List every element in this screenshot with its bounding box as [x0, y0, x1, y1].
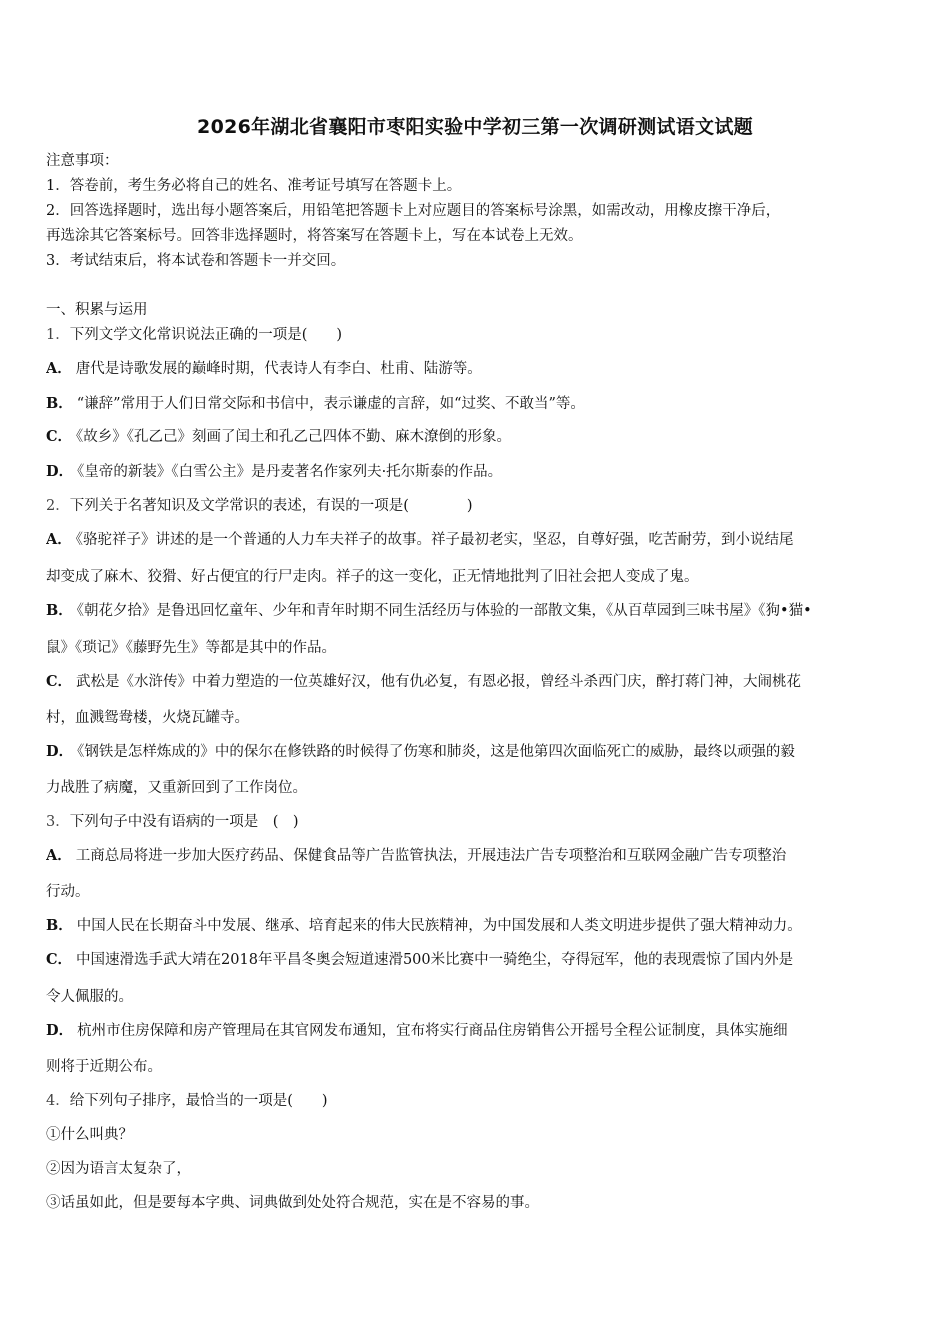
option-key: B．: [46, 917, 73, 934]
option-text: “谦辞”常用于人们日常交际和书信中，表示谦虚的言辞，如“过奖、不敢当”等。: [76, 396, 585, 412]
notice-item: 2．回答选择题时，选出每小题答案后，用铅笔把答题卡上对应题目的答案标号涂黑，如需改动，用橡皮擦干净后，: [46, 203, 781, 219]
option-key: C．: [46, 673, 73, 690]
q3-option-d: [46, 1020, 908, 1042]
q2-option-a-cont: 却变成了麻木、狡猾、好占便宜的行尸走肉。祥子的这一变化，正无情地批判了旧社会把人变成了鬼。: [46, 569, 699, 585]
option-key: B．: [46, 602, 73, 619]
q3-option-a: [46, 845, 908, 867]
q3-option-c-cont: 令人佩服的。: [46, 989, 133, 1005]
q1-option-b: [46, 393, 908, 415]
q2-option-b: [46, 600, 908, 622]
question-number: 3．: [46, 814, 70, 830]
option-text: 《朝花夕拾》是鲁迅回忆童年、少年和青年时期不同生活经历与体验的一部散文集，《从百草园到三味书屋》《狗•猫•: [76, 603, 812, 619]
option-text: 《皇帝的新装》《白雪公主》是丹麦著名作家列夫·托尔斯泰的作品。: [77, 464, 503, 480]
notice-item: 再选涂其它答案标号。回答非选择题时，将答案写在答题卡上，写在本试卷上无效。: [46, 228, 583, 244]
option-key: D．: [46, 463, 74, 480]
option-key: C．: [46, 951, 73, 968]
q2-option-d-cont: 力战胜了病魔，又重新回到了工作岗位。: [46, 780, 307, 796]
question-4-stem: [46, 1090, 908, 1112]
option-key: A．: [46, 360, 72, 377]
q2-option-d: [46, 741, 908, 763]
q4-sentence-1: ①什么叫典？: [46, 1127, 133, 1143]
question-3-stem: [46, 811, 908, 833]
section-heading: 一、积累与运用: [46, 302, 148, 318]
option-text: 中国速滑选手武大靖在2018年平昌冬奥会短道速滑500米比赛中一骑绝尘，夺得冠军，他的表现震惊了国内外是: [76, 952, 794, 968]
option-key: A．: [46, 847, 72, 864]
q3-option-a-cont: 行动。: [46, 884, 90, 900]
notice-heading: 注意事项：: [46, 153, 119, 169]
option-text: 工商总局将进一步加大医疗药品、保健食品等广告监管执法，开展违法广告专项整治和互联网金融广告专项整治: [75, 848, 787, 864]
question-number: 4．: [46, 1093, 70, 1109]
notice-item: 1．答卷前，考生务必将自己的姓名、准考证号填写在答题卡上。: [46, 178, 462, 194]
q3-option-c: [46, 949, 908, 971]
q2-option-c-cont: 村，血溅鸳鸯楼，火烧瓦罐寺。: [46, 710, 249, 726]
option-text: 中国人民在长期奋斗中发展、继承、培育起来的伟大民族精神，为中国发展和人类文明进步提供了强大精神动力。: [76, 918, 802, 934]
option-key: B．: [46, 395, 73, 412]
question-text: 下列句子中没有语病的一项是 ( ): [69, 814, 299, 830]
q2-option-c: [46, 671, 908, 693]
question-number: 2．: [46, 498, 70, 514]
option-key: D．: [46, 743, 74, 760]
notice-item: 3．考试结束后，将本试卷和答题卡一并交回。: [46, 253, 346, 269]
question-1-stem: [46, 324, 908, 346]
option-key: A．: [46, 531, 72, 548]
q4-sentence-3: ③话虽如此，但是要每本字典、词典做到处处符合规范，实在是不容易的事。: [46, 1195, 539, 1211]
q1-option-c: [46, 426, 908, 448]
option-key: D．: [46, 1022, 74, 1039]
question-2-stem: [46, 495, 908, 517]
q3-option-b: [46, 915, 908, 937]
option-text: 杭州市住房保障和房产管理局在其官网发布通知，宜布将实行商品住房销售公开摇号全程公证制度，具体实施细: [77, 1023, 788, 1039]
option-text: 唐代是诗歌发展的巅峰时期，代表诗人有李白、杜甫、陆游等。: [75, 361, 482, 377]
question-text: 给下列句子排序，最恰当的一项是( ): [69, 1093, 328, 1109]
page-title: 2026年湖北省襄阳市枣阳实验中学初三第一次调研测试语文试题: [197, 116, 753, 138]
q2-option-a: [46, 529, 908, 551]
q2-option-b-cont: 鼠》《琐记》《藤野先生》等都是其中的作品。: [46, 640, 336, 656]
q1-option-a: [46, 358, 908, 380]
q1-option-d: [46, 461, 908, 483]
option-text: 武松是《水浒传》中着力塑造的一位英雄好汉，他有仇必复，有恩必报，曾经斗杀西门庆，醉打蒋门神，大闹桃花: [76, 674, 802, 690]
question-text: 下列文学文化常识说法正确的一项是( ): [69, 327, 343, 343]
option-text: 《骆驼祥子》讲述的是一个普通的人力车夫祥子的故事。祥子最初老实，坚忍，自尊好强，吃苦耐劳，到小说结尾: [75, 532, 794, 548]
question-number: 1．: [46, 327, 70, 343]
q3-option-d-cont: 则将于近期公布。: [46, 1059, 162, 1075]
question-text: 下列关于名著知识及文学常识的表述，有误的一项是( ): [69, 498, 473, 514]
option-text: 《钢铁是怎样炼成的》中的保尔在修铁路的时候得了伤寒和肺炎，这是他第四次面临死亡的威胁，最终以顽强的毅: [77, 744, 795, 760]
option-key: C．: [46, 428, 73, 445]
q4-sentence-2: ②因为语言太复杂了，: [46, 1161, 191, 1177]
option-text: 《故乡》《孔乙己》刻画了闰土和孔乙己四体不勤、麻木潦倒的形象。: [76, 429, 512, 445]
